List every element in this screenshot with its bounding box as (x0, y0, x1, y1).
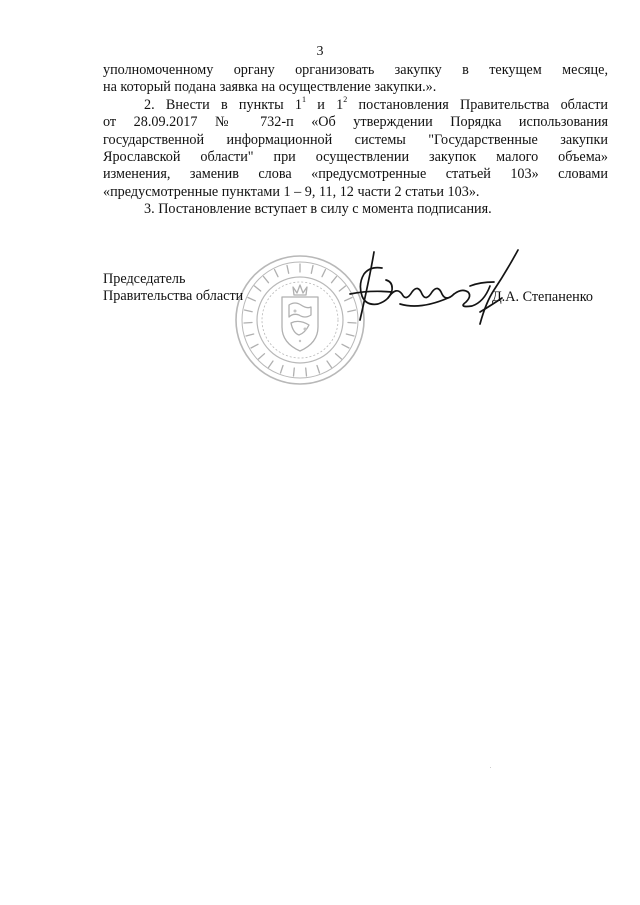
superscript: 2 (343, 95, 348, 105)
text-line: от 28.09.2017 № 732-п «Об утверждении Порядка использования (103, 114, 608, 131)
paragraph-item-3 (103, 201, 608, 218)
text-line (103, 97, 608, 114)
signatory-title-line: Правительства области (103, 288, 244, 305)
text-line: изменения, заменив слова «предусмотренные статьей 103» словами (103, 166, 608, 183)
text-fragment: и 1 (306, 96, 344, 113)
signatory-name: Д.А. Степаненко (492, 289, 593, 305)
paragraph-continuation (103, 62, 608, 97)
text-line: на который подана заявка на осуществление закупки.». (103, 79, 437, 96)
text-fragment: 2. Внести в пункты 1 (144, 96, 302, 113)
text-line: уполномоченному органу организовать закупку в текущем месяце, (103, 62, 608, 78)
signatory-title-line: Председатель (103, 271, 186, 287)
superscript: 1 (302, 95, 306, 105)
scan-speck (490, 767, 491, 768)
paragraph-item-2 (103, 97, 608, 201)
signatory-title (103, 271, 243, 306)
document-body (103, 62, 608, 219)
text-line: государственной информационной системы "Государственные закупки (103, 131, 608, 148)
page-number: 3 (316, 44, 324, 59)
text-fragment: постановления Правительства области (347, 96, 609, 113)
text-line: «предусмотренные пунктами 1 – 9, 11, 12 части 2 статьи 103». (103, 183, 480, 200)
text-line: 3. Постановление вступает в силу с момента подписания. (144, 201, 492, 218)
text-line: Ярославской области" при осуществлении закупок малого объема» (103, 149, 608, 166)
